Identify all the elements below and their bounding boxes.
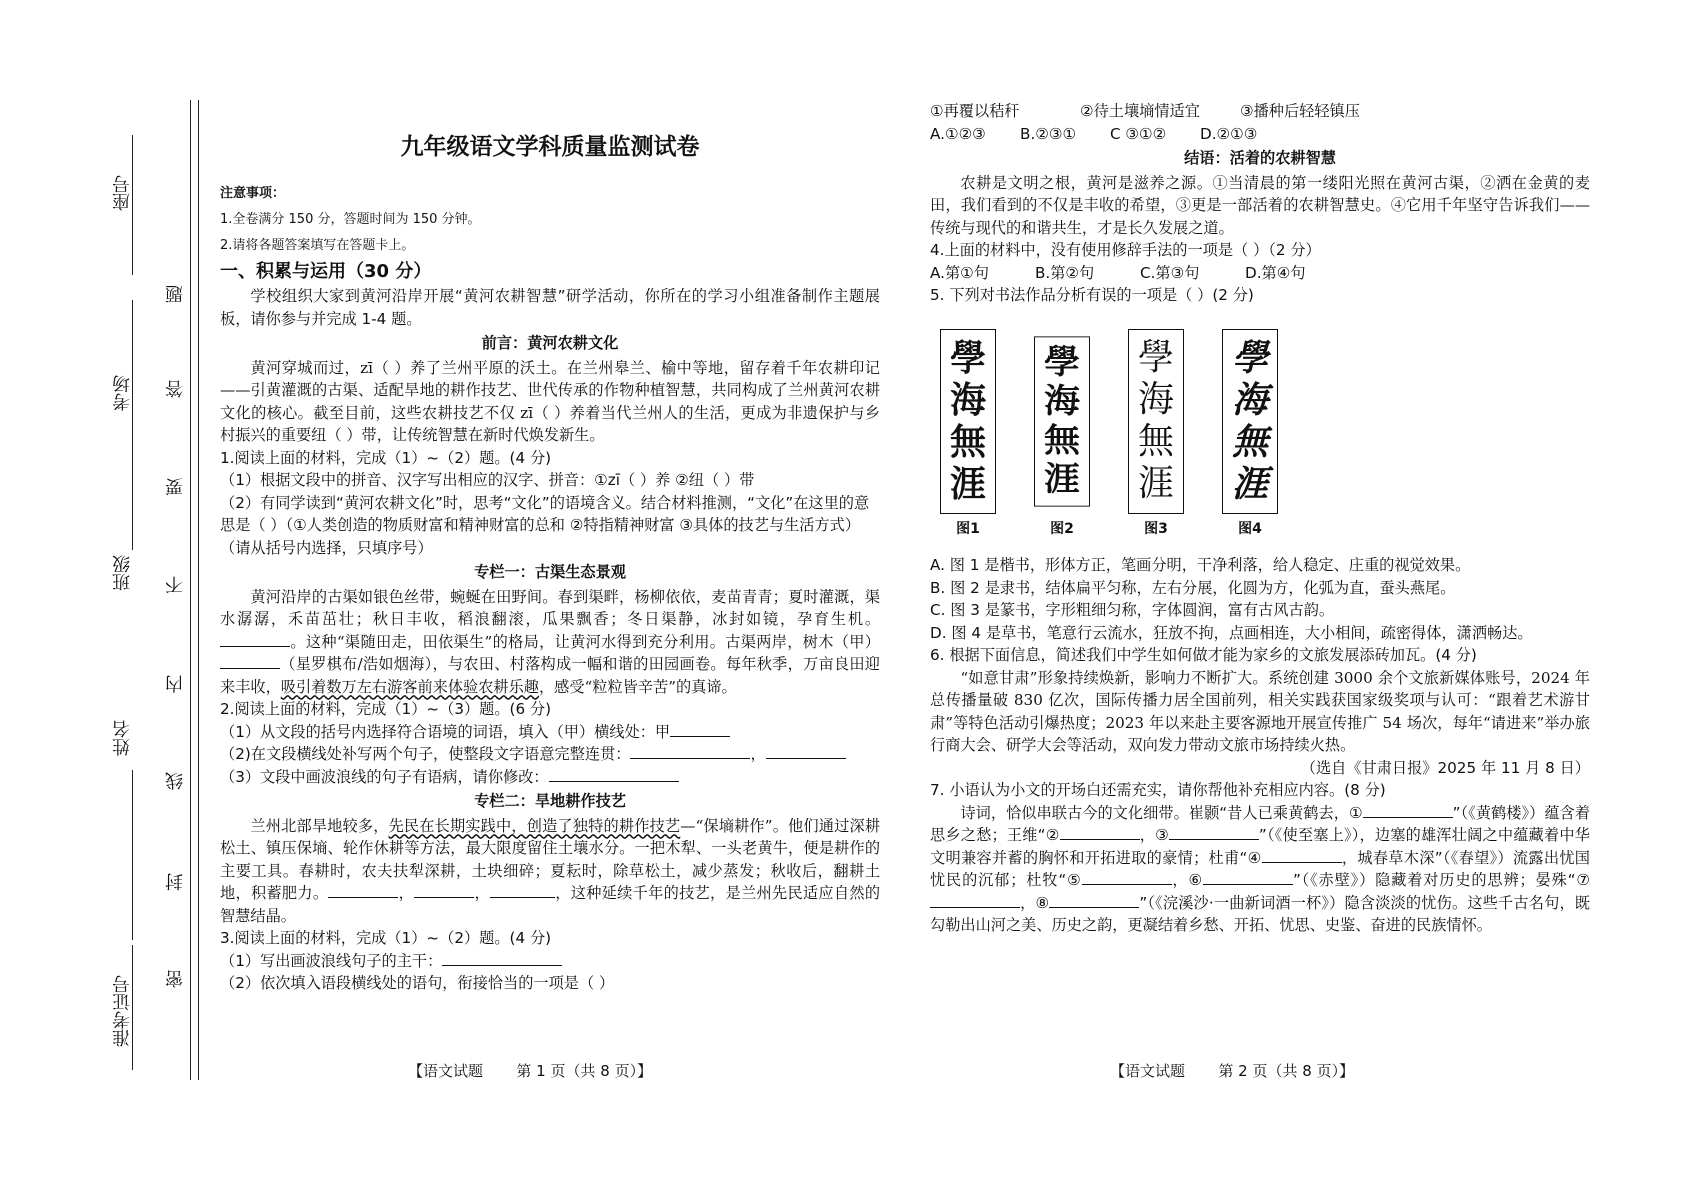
notice-title: 注意事项： xyxy=(220,185,286,201)
answer-blank[interactable] xyxy=(1169,839,1259,840)
question-2-2: （2)在文段横线处补写两个句子，使整段文字语意完整连贯： ， xyxy=(220,743,880,766)
q4-options: A.第①句 B.第②句 C.第③句 D.第④句 xyxy=(930,263,1306,282)
q5-option-a: A. 图 1 是楷书，形体方正，笔画分明，干净利落，给人稳定、庄重的视觉效果。 xyxy=(930,556,1471,574)
question-2-3: （3）文段中画波浪线的句子有语病，请你修改： xyxy=(220,766,880,789)
column-2-title: 专栏二：旱地耕作技艺 xyxy=(474,792,626,810)
seal-char: 要 xyxy=(165,478,186,496)
preface-text: 黄河穿城而过，zī（ ）养了兰州平原的沃土。在兰州皋兰、榆中等地，留存着千年农耕印记——引黄灌溉的古渠、适配旱地的耕作技艺、世代传承的作物种植智慧，共同构成了兰州黄河农耕文化的核心。截至目前，这些农耕技艺不仅 zī（ ）养着当代兰州人的生活，更成为非遗保护与乡村振兴的重要纽（ ）带，让传统智慧在新时代焕发新生。 xyxy=(220,358,880,444)
answer-blank[interactable] xyxy=(930,907,1020,908)
exam-id-blank[interactable] xyxy=(132,945,133,1070)
seal-char: 答 xyxy=(165,380,186,398)
section-heading: 一、积累与运用（30 分） xyxy=(220,260,432,282)
blank[interactable] xyxy=(490,897,555,898)
q3-options: A.①②③ B.②③① C ③①② D.②①③ xyxy=(930,124,1258,143)
footer-page-2: 【语文试题 第 2 页（共 8 页）】 xyxy=(1110,1062,1355,1080)
preface-title: 前言：黄河农耕文化 xyxy=(481,334,619,352)
answer-blank[interactable] xyxy=(1262,862,1342,863)
name-label: 姓名 xyxy=(112,720,133,756)
answer-blank[interactable] xyxy=(1082,884,1172,885)
question-2: 2.阅读上面的材料，完成（1）~（3）题。(6 分) xyxy=(220,700,552,718)
seal-char: 内 xyxy=(165,675,186,693)
question-3: 3.阅读上面的材料，完成（1）~（2）题。(4 分) xyxy=(220,929,552,947)
room-label: 考场 xyxy=(112,375,133,411)
answer-blank[interactable] xyxy=(1049,907,1139,908)
q5-option-b: B. 图 2 是隶书，结体扁平匀称，左右分展，化圆为方，化弧为直，蚕头燕尾。 xyxy=(930,578,1456,597)
class-blank[interactable] xyxy=(132,430,133,550)
column-2-text: 兰州北部旱地较多，先民在长期实践中，创造了独特的耕作技艺—“保墒耕作”。他们通过深耕松土、镇压保墒、轮作休耕等方法，最大限度留住土壤水分。一把木犁、一头老黄牛，便是耕作的主要工具。春耕时，农夫扶犁深耕，土块细碎；夏耘时，除草松土，减少蒸发；秋收后，翻耕土地，积蓄肥力。 ， ， ，这种延续千年的技艺，是兰州先民适应自然的智慧结晶。 xyxy=(220,816,881,925)
blank[interactable] xyxy=(414,897,474,898)
room-blank[interactable] xyxy=(132,300,133,430)
question-2-1: （1）从文段的括号内选择符合语境的词语，填入（甲）横线处：甲 xyxy=(220,721,880,744)
question-1: 1.阅读上面的材料，完成（1）~（2）题。(4 分) xyxy=(220,448,552,467)
footer-page-1: 【语文试题 第 1 页（共 8 页）】 xyxy=(408,1062,653,1080)
binding-margin xyxy=(0,0,195,1190)
exam-id-label: 准考证号 xyxy=(112,975,133,1047)
class-label: 班级 xyxy=(112,555,133,591)
conclusion-text: 农耕是文明之根，黄河是滋养之源。①当清晨的第一缕阳光照在黄河古渠，②洒在金黄的麦田，我们看到的不仅是丰收的希望，③更是一部活着的农耕智慧史。④它用千年坚守告诉我们——传统与现代的和谐共生，才是长久发展之道。 xyxy=(930,173,1590,237)
column-1-text: 黄河沿岸的古渠如银色丝带，蜿蜒在田野间。春到渠畔，杨柳依依，麦苗青青；夏时灌溉，渠水潺潺，禾苗茁壮；秋日丰收，稻浪翻滚，瓜果飘香；冬日渠静，冰封如镜，孕育生机。。这种“渠随田走，田依渠生”的格局，让黄河水得到充分利用。古渠两岸，树木（甲）（星罗棋布/浩如烟海），与农田、村落构成一幅和谐的田园画卷。每年秋季，万亩良田迎来丰收，吸引着数万左右游客前来体验农耕乐趣，感受“粒粒皆辛苦”的真谛。 xyxy=(220,587,880,696)
name-blank[interactable] xyxy=(132,770,133,940)
question-1-2: （2）有同学读到“黄河农耕文化”时，思考“文化”的语境含义。结合材料推测，“文化”在这里的意思是（ ）（①人类创造的物质财富和精神财富的总和 ②特指精神财富 ③具体的技艺与生活方式）（请从括号内选择，只填序号） xyxy=(220,493,870,557)
question-3-2: （2）依次填入语段横线处的语句，衔接恰当的一项是（ ） xyxy=(220,974,615,992)
question-3-1: （1）写出画波浪线句子的主干： xyxy=(220,950,880,973)
seal-char: 题 xyxy=(165,285,186,303)
seal-char: 密 xyxy=(165,970,186,988)
q6-material: “如意甘肃”形象持续焕新，影响力不断扩大。系统创建 3000 余个文旅新媒体账号，2024 年总传播量破 830 亿次，国际传播力居全国前列，相关实践获国家级奖项与认可：“跟着艺术游甘肃”等特色活动引爆热度；2023 年以来赴主要客源地开展宣传推广 54 场次，每年“请进来”举办旅行商大会、研学大会等活动，双向发力带动文旅市场持续火热。 xyxy=(930,668,1590,754)
exam-title: 九年级语文学科质量监测试卷 xyxy=(400,134,700,160)
notice-2: 2.请将各题答案填写在答题卡上。 xyxy=(220,237,415,253)
answer-blank[interactable] xyxy=(442,965,562,966)
seal-char: 不 xyxy=(165,576,186,594)
blank-jia[interactable] xyxy=(220,668,280,669)
calligraphy-figure-3: 學 海 無 涯 图3 xyxy=(1128,329,1184,541)
question-1-1: （1）根据文段中的拼音、汉字写出相应的汉字、拼音：①zī（ ）养 ②纽（ ）带 xyxy=(220,471,755,489)
q6-source: （选自《甘肃日报》2025 年 11 月 8 日） xyxy=(1300,758,1590,777)
answer-blank[interactable] xyxy=(1363,817,1453,818)
answer-blank[interactable] xyxy=(1060,839,1140,840)
answer-blank[interactable] xyxy=(766,758,846,759)
seat-blank[interactable] xyxy=(132,135,133,275)
conclusion-title: 结语：活着的农耕智慧 xyxy=(1184,149,1336,167)
question-6: 6. 根据下面信息，简述我们中学生如何做才能为家乡的文旅发展添砖加瓦。(4 分) xyxy=(930,646,1477,664)
wavy-sentence: 吸引着数万左右游客前来体验农耕乐趣 xyxy=(280,677,539,696)
answer-blank[interactable] xyxy=(1203,884,1293,885)
calligraphy-figure-2: 學 海 無 涯 图2 xyxy=(1034,329,1090,541)
calligraphy-figures xyxy=(940,329,1590,541)
blank[interactable] xyxy=(220,646,290,647)
notice-1: 1.全卷满分 150 分，答题时间为 150 分钟。 xyxy=(220,211,481,227)
question-4: 4.上面的材料中，没有使用修辞手法的一项是（ ）（2 分） xyxy=(930,241,1321,259)
intro-text: 学校组织大家到黄河沿岸开展“黄河农耕智慧”研学活动，你所在的学习小组准备制作主题展板，请你参与并完成 1-4 题。 xyxy=(220,287,880,328)
answer-blank[interactable] xyxy=(670,736,730,737)
page-1 xyxy=(220,100,880,995)
q7-text: 诗词，恰似串联古今的文化细带。崔颢“昔人已乘黄鹤去，① ”（《黄鹤楼》）蕴含着思乡之愁；王维“② ，③ ”（《使至塞上》），边塞的雄浑壮阔之中蕴藏着中华文明兼容并蓄的胸怀和开拓进取的豪情；杜甫“④ ，城春草木深”（《春望》）流露出忧国忧民的沉郁；杜牧“⑤ ，⑥ ”（《赤壁》）隐藏着对历史的思辨；晏殊“⑦，⑧ ”（《浣溪沙·一曲新词酒一杯》）隐含淡淡的忧伤。这些千古名句，既勾勒出山河之美、历史之韵，更凝结着乡愁、开拓、忧思、史鉴、奋进的民族情怀。 xyxy=(930,803,1591,934)
page-2 xyxy=(930,100,1590,937)
wavy-sentence: 先民在长期实践中，创造了独特的耕作技艺 xyxy=(388,816,681,835)
q5-option-d: D. 图 4 是草书，笔意行云流水，狂放不拘，点画相连，大小相间，疏密得体，潇洒畅达。 xyxy=(930,623,1533,642)
binding-line-inner xyxy=(198,100,199,1080)
calligraphy-figure-4: 學 海 無 涯 图4 xyxy=(1222,329,1278,541)
seal-char: 线 xyxy=(165,772,186,790)
blank[interactable] xyxy=(328,897,398,898)
seal-char: 封 xyxy=(165,873,186,891)
binding-line xyxy=(190,100,191,1080)
q5-option-c: C. 图 3 是篆书，字形粗细匀称，字体圆润，富有古风古韵。 xyxy=(930,601,1335,619)
answer-blank[interactable] xyxy=(549,781,679,782)
column-1-title: 专栏一：古渠生态景观 xyxy=(474,563,626,581)
question-7: 7. 小语认为小文的开场白还需充实，请你帮他补充相应内容。(8 分) xyxy=(930,781,1386,799)
seat-label: 座号 xyxy=(112,175,133,211)
calligraphy-figure-1: 學 海 無 涯 图1 xyxy=(940,329,996,541)
answer-blank[interactable] xyxy=(630,758,750,759)
question-5: 5. 下列对书法作品分析有误的一项是（ ）(2 分) xyxy=(930,286,1254,304)
q3-items: ①再覆以秸秆 ②待土壤墒情适宜 ③播种后轻轻镇压 xyxy=(930,102,1360,120)
